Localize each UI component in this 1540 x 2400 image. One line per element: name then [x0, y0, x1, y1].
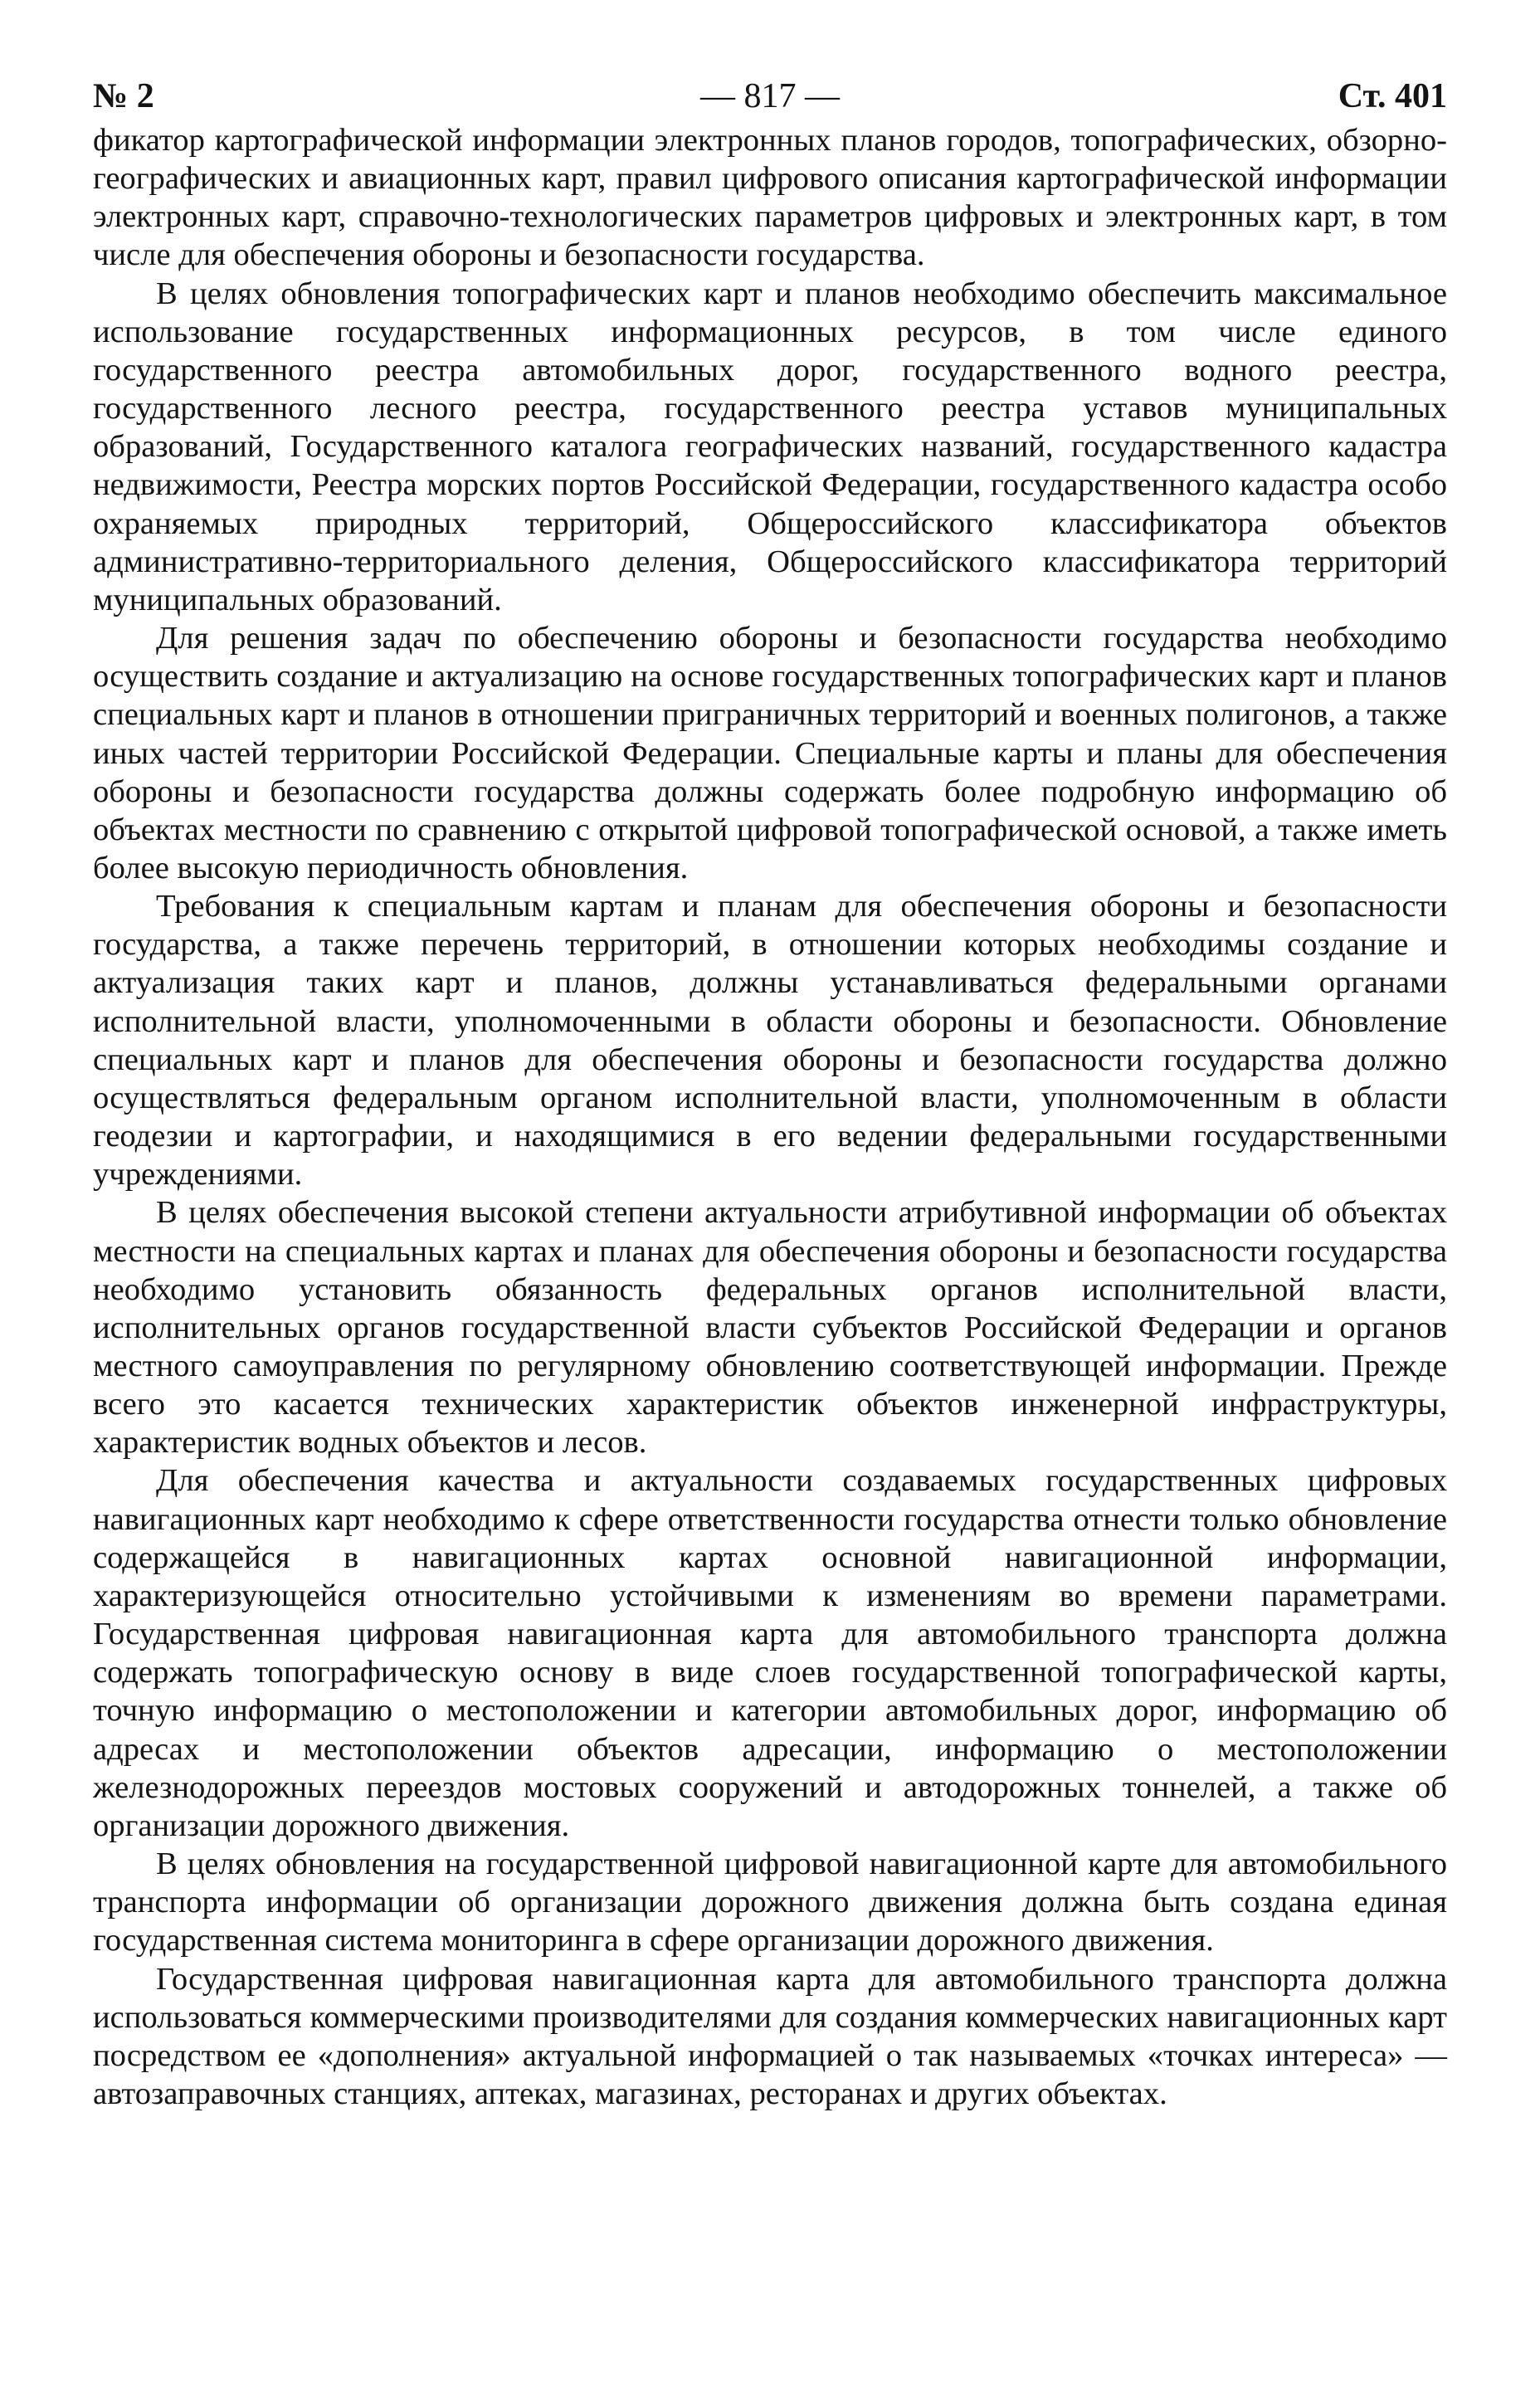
paragraph: В целях обеспечения высокой степени актуальности атрибутивной информации об объектах местности на специальных картах и планах для обеспечения обороны и безопасности государства необходимо установить обязанность федеральных органов исполнительной власти, исполнительных органов государственной власти субъектов Российской Федерации и органов местного самоуправления по регулярному обновлению соответствующей информации. Прежде всего это касается технических характеристик объектов инженерной инфраструктуры, характеристик водных объектов и лесов.	[93, 1195, 1447, 1461]
paragraph: В целях обновления на государственной цифровой навигационной карте для автомобильного транспорта информации об организации дорожного движения должна быть создана единая государственная система мониторинга в сфере организации дорожного движения.	[93, 1846, 1447, 1959]
paragraph: фикатор картографической информации электронных планов городов, топографических, обзорно-географических и авиационных карт, правил цифрового описания картографической информации электронных карт, справочно-технологических параметров цифровых и электронных карт, в том числе для обеспечения обороны и безопасности государства.	[93, 123, 1447, 273]
paragraph: Государственная цифровая навигационная карта для автомобильного транспорта должна использоваться коммерческими производителями для создания коммерческих навигационных карт посредством ее «дополнения» актуальной информацией о так называемых «точках интереса» — автозаправочных станциях, аптеках, магазинах, ресторанах и других объектах.	[93, 1961, 1447, 2111]
paragraph: В целях обновления топографических карт и планов необходимо обеспечить максимальное использование государственных информационных ресурсов, в том числе единого государственного реестра автомобильных дорог, государственного водного реестра, государственного лесного реестра, государственного реестра уставов муниципальных образований, Государственного каталога географических названий, государственного кадастра недвижимости, Реестра морских портов Российской Федерации, государственного кадастра особо охраняемых природных территорий, Общероссийского классификатора объектов административно-территориального деления, Общероссийского классификатора территорий муниципальных образований.	[93, 276, 1447, 617]
page-header	[93, 71, 1447, 121]
paragraph: Требования к специальным картам и планам для обеспечения обороны и безопасности государства, а также перечень территорий, в отношении которых необходимы создание и актуализация таких карт и планов, должны устанавливаться федеральными органами исполнительной власти, уполномоченными в области обороны и безопасности. Обновление специальных карт и планов для обеспечения обороны и безопасности государства должно осуществляться федеральным органом исполнительной власти, уполномоченным в области геодезии и картографии, и находящимися в его ведении федеральными государственными учреждениями.	[93, 889, 1447, 1193]
page-number: — 817 —	[700, 77, 840, 115]
paragraph: Для решения задач по обеспечению обороны и безопасности государства необходимо осуществить создание и актуализацию на основе государственных топографических карт и планов специальных карт и планов в отношении приграничных территорий и военных полигонов, а также иных частей территории Российской Федерации. Специальные карты и планы для обеспечения обороны и безопасности государства должны содержать более подробную информацию об объектах местности по сравнению с открытой цифровой топографической основой, а также иметь более высокую периодичность обновления.	[93, 621, 1447, 885]
paragraph: Для обеспечения качества и актуальности создаваемых государственных цифровых навигационных карт необходимо к сфере ответственности государства отнести только обновление содержащейся в навигационных картах основной навигационной информации, характеризующейся относительно устойчивыми к изменениям во времени параметрами. Государственная цифровая навигационная карта для автомобильного транспорта должна содержать топографическую основу в виде слоев государственной топографической карты, точную информацию о местоположении и категории автомобильных дорог, информацию об адресах и местоположении объектов адресации, информацию о местоположении железнодорожных переездов мостовых сооружений и автодорожных тоннелей, а также об организации дорожного движения.	[93, 1463, 1447, 1843]
document-page	[93, 71, 1447, 2113]
document-body	[93, 121, 1447, 2113]
issue-number: № 2	[93, 77, 154, 115]
article-number: Ст. 401	[1338, 77, 1447, 115]
